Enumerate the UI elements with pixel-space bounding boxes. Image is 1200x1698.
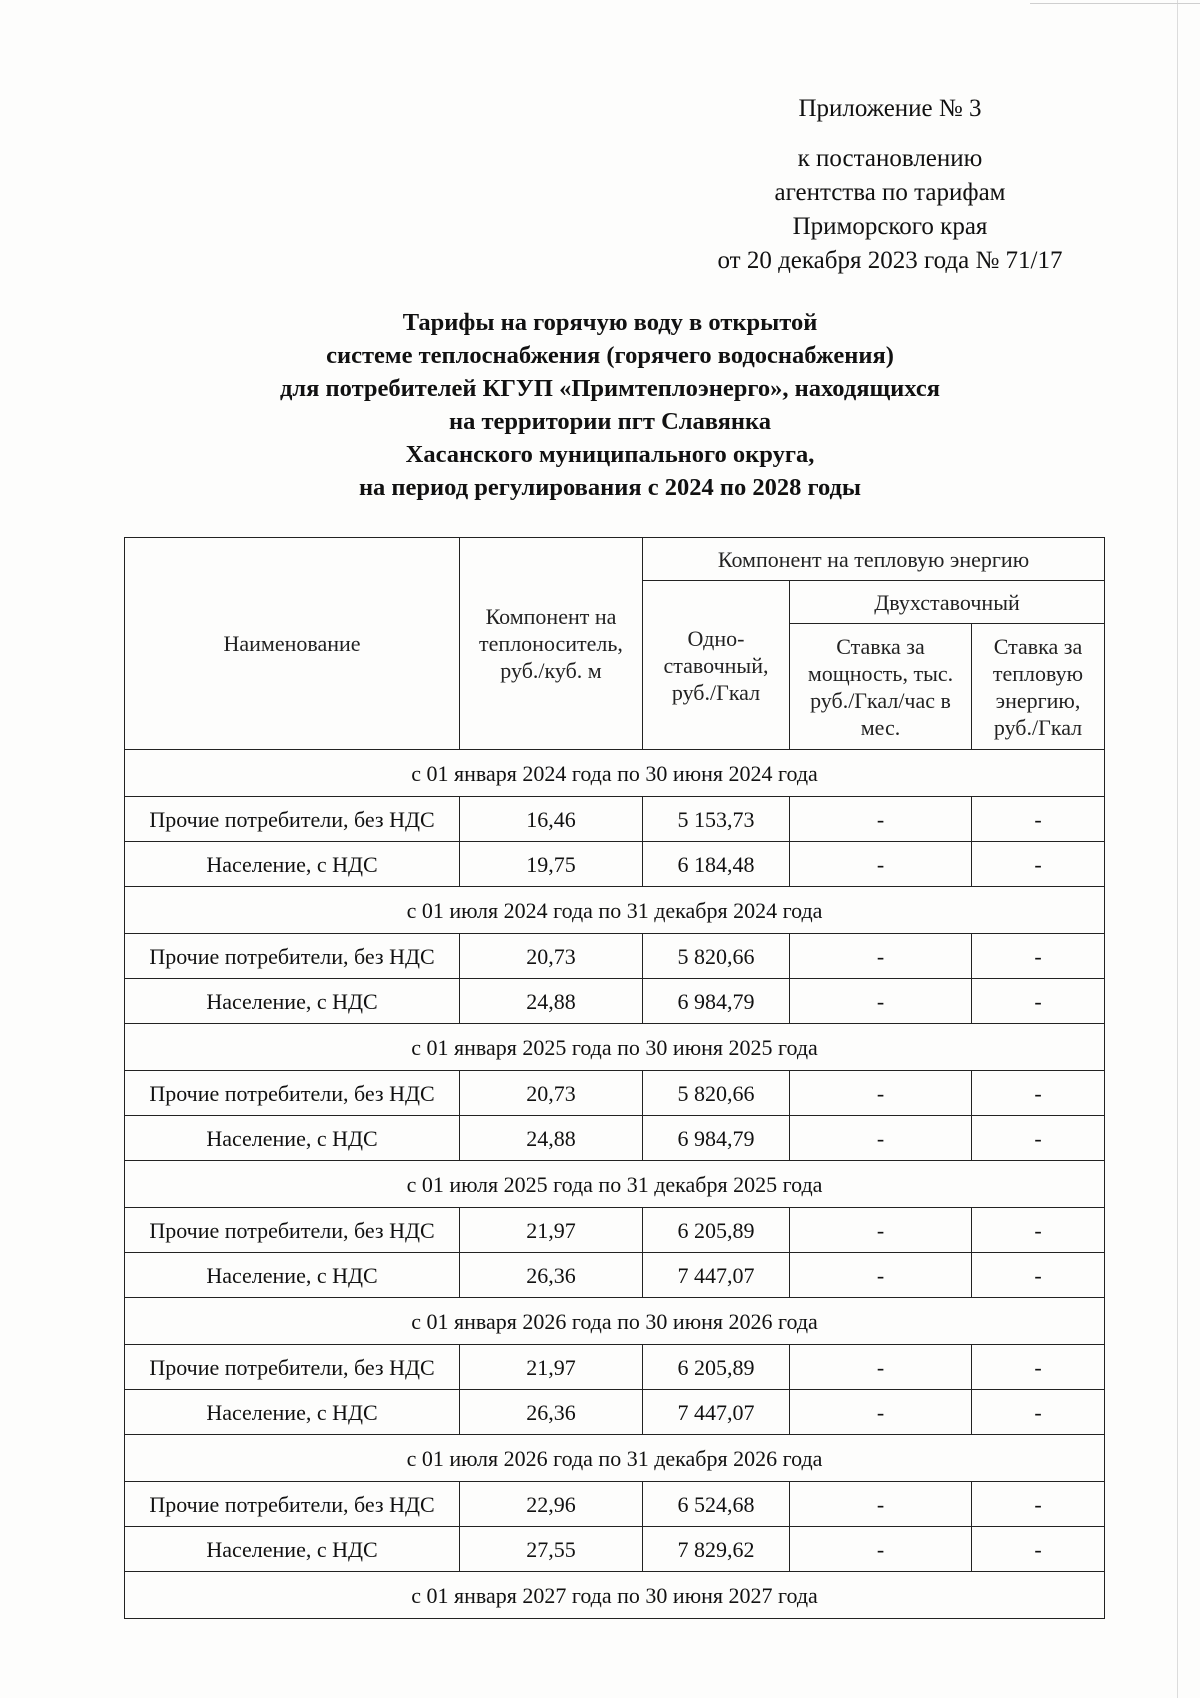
cell-coolant: 26,36 [460, 1253, 643, 1298]
header-single-rate: Одно-ставочный, руб./Гкал [643, 581, 790, 750]
cell-single-rate: 5 153,73 [643, 797, 790, 842]
cell-energy-rate: - [972, 842, 1105, 887]
table-row [125, 842, 1105, 887]
cell-power-rate: - [790, 1482, 972, 1527]
cell-name: Население, с НДС [125, 979, 460, 1024]
cell-energy-rate: - [972, 1208, 1105, 1253]
decree-line: от 20 декабря 2023 года № 71/17 [717, 247, 1063, 274]
period-row [125, 1024, 1105, 1071]
cell-power-rate: - [790, 842, 972, 887]
cell-power-rate: - [790, 1390, 972, 1435]
decree-reference [700, 142, 1080, 278]
cell-coolant: 22,96 [460, 1482, 643, 1527]
table-row [125, 979, 1105, 1024]
document-title [160, 306, 1060, 504]
period-row [125, 1435, 1105, 1482]
cell-coolant: 24,88 [460, 1116, 643, 1161]
table-row [125, 1482, 1105, 1527]
cell-name: Население, с НДС [125, 1527, 460, 1572]
table-row [125, 1390, 1105, 1435]
cell-coolant: 27,55 [460, 1527, 643, 1572]
table-row [125, 934, 1105, 979]
cell-single-rate: 7 829,62 [643, 1527, 790, 1572]
period-row [125, 1298, 1105, 1345]
cell-power-rate: - [790, 1527, 972, 1572]
table-row [125, 1253, 1105, 1298]
period-label: с 01 января 2026 года по 30 июня 2026 года [125, 1298, 1105, 1345]
cell-single-rate: 6 205,89 [643, 1208, 790, 1253]
header-energy-rate: Ставка за тепловую энергию, руб./Гкал [972, 624, 1105, 750]
cell-name: Население, с НДС [125, 1116, 460, 1161]
cell-name: Прочие потребители, без НДС [125, 1482, 460, 1527]
period-label: с 01 января 2024 года по 30 июня 2024 года [125, 750, 1105, 797]
cell-name: Население, с НДС [125, 1253, 460, 1298]
cell-power-rate: - [790, 1345, 972, 1390]
cell-coolant: 26,36 [460, 1390, 643, 1435]
title-line: системе теплоснабжения (горячего водоснабжения) [326, 342, 894, 369]
decree-line: агентства по тарифам [774, 179, 1006, 206]
cell-single-rate: 7 447,07 [643, 1253, 790, 1298]
cell-power-rate: - [790, 1116, 972, 1161]
cell-single-rate: 5 820,66 [643, 934, 790, 979]
table-row [125, 1116, 1105, 1161]
cell-single-rate: 5 820,66 [643, 1071, 790, 1116]
cell-coolant: 21,97 [460, 1345, 643, 1390]
cell-energy-rate: - [972, 979, 1105, 1024]
page-edge-top [1030, 3, 1200, 4]
cell-name: Население, с НДС [125, 1390, 460, 1435]
cell-coolant: 16,46 [460, 797, 643, 842]
period-label: с 01 января 2025 года по 30 июня 2025 года [125, 1024, 1105, 1071]
period-row [125, 887, 1105, 934]
header-name: Наименование [125, 538, 460, 750]
header-thermal-group: Компонент на тепловую энергию [643, 538, 1105, 581]
appendix-number: Приложение № 3 [798, 95, 982, 122]
cell-power-rate: - [790, 1208, 972, 1253]
cell-energy-rate: - [972, 1253, 1105, 1298]
cell-coolant: 20,73 [460, 1071, 643, 1116]
cell-single-rate: 6 984,79 [643, 1116, 790, 1161]
table-header [125, 538, 1105, 750]
page-edge [1177, 0, 1178, 1698]
cell-coolant: 24,88 [460, 979, 643, 1024]
title-line: Хасанского муниципального округа, [405, 441, 815, 468]
cell-name: Прочие потребители, без НДС [125, 934, 460, 979]
tariff-table [124, 537, 1105, 1619]
cell-power-rate: - [790, 1071, 972, 1116]
title-line: на территории пгт Славянка [448, 408, 772, 435]
table-row [125, 1345, 1105, 1390]
period-row [125, 1161, 1105, 1208]
cell-name: Прочие потребители, без НДС [125, 1345, 460, 1390]
cell-single-rate: 6 524,68 [643, 1482, 790, 1527]
cell-power-rate: - [790, 797, 972, 842]
title-line: на период регулирования с 2024 по 2028 годы [358, 474, 862, 501]
cell-energy-rate: - [972, 1071, 1105, 1116]
cell-power-rate: - [790, 979, 972, 1024]
decree-line: Приморского края [792, 213, 988, 240]
title-line: для потребителей КГУП «Примтеплоэнерго», находящихся [280, 375, 940, 402]
table-row [125, 1071, 1105, 1116]
table-row [125, 1208, 1105, 1253]
title-line: Тарифы на горячую воду в открытой [402, 309, 818, 336]
cell-energy-rate: - [972, 1345, 1105, 1390]
cell-coolant: 19,75 [460, 842, 643, 887]
table-row [125, 1527, 1105, 1572]
cell-power-rate: - [790, 1253, 972, 1298]
cell-energy-rate: - [972, 1527, 1105, 1572]
cell-name: Прочие потребители, без НДС [125, 1071, 460, 1116]
header-power-rate: Ставка за мощность, тыс. руб./Гкал/час в мес. [790, 624, 972, 750]
cell-power-rate: - [790, 934, 972, 979]
period-label: с 01 июля 2024 года по 31 декабря 2024 года [125, 887, 1105, 934]
cell-energy-rate: - [972, 1482, 1105, 1527]
cell-energy-rate: - [972, 934, 1105, 979]
cell-name: Прочие потребители, без НДС [125, 1208, 460, 1253]
cell-single-rate: 7 447,07 [643, 1390, 790, 1435]
table-row [125, 797, 1105, 842]
table-body [125, 750, 1105, 1619]
decree-line: к постановлению [797, 145, 983, 172]
period-label: с 01 января 2027 года по 30 июня 2027 года [125, 1572, 1105, 1619]
header-coolant: Компонент на теплоноситель, руб./куб. м [460, 538, 643, 750]
cell-energy-rate: - [972, 797, 1105, 842]
period-label: с 01 июля 2025 года по 31 декабря 2025 года [125, 1161, 1105, 1208]
period-row [125, 750, 1105, 797]
cell-single-rate: 6 984,79 [643, 979, 790, 1024]
period-row [125, 1572, 1105, 1619]
cell-energy-rate: - [972, 1390, 1105, 1435]
header-two-rate: Двухставочный [790, 581, 1105, 624]
period-label: с 01 июля 2026 года по 31 декабря 2026 года [125, 1435, 1105, 1482]
cell-coolant: 21,97 [460, 1208, 643, 1253]
cell-name: Население, с НДС [125, 842, 460, 887]
cell-name: Прочие потребители, без НДС [125, 797, 460, 842]
cell-coolant: 20,73 [460, 934, 643, 979]
cell-single-rate: 6 205,89 [643, 1345, 790, 1390]
cell-energy-rate: - [972, 1116, 1105, 1161]
cell-single-rate: 6 184,48 [643, 842, 790, 887]
